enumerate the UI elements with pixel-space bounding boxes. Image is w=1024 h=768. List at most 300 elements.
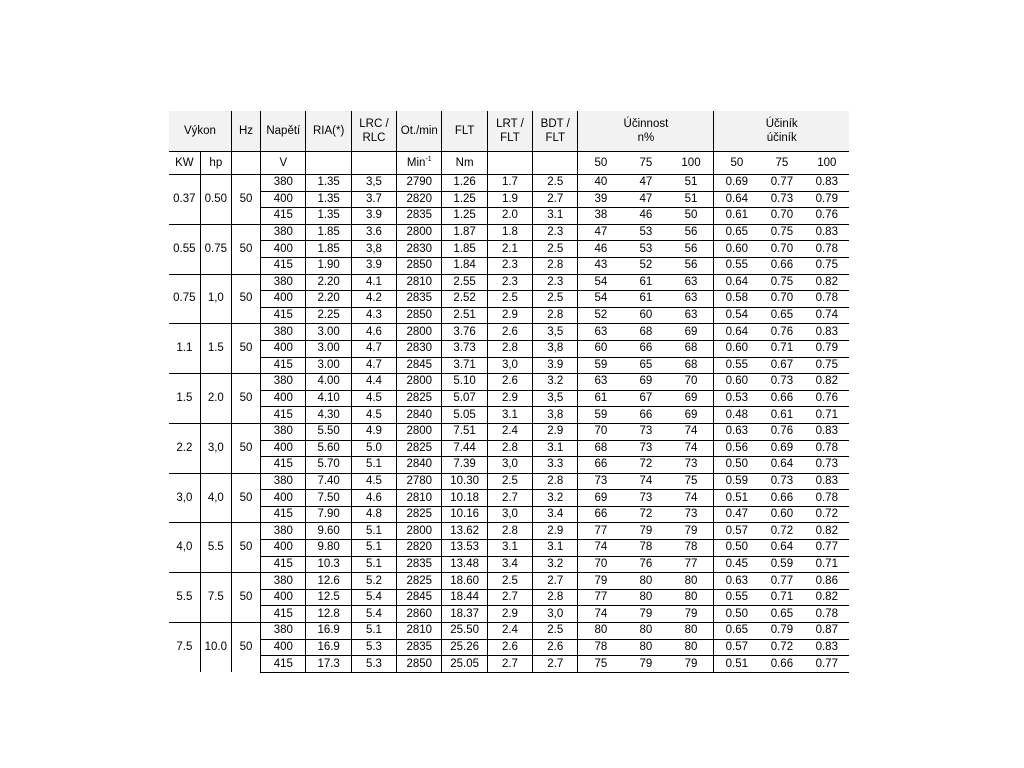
table-row [169, 357, 849, 374]
cell-pf-50: 0.58 [714, 291, 759, 308]
cell-bdt: 3,8 [533, 407, 578, 424]
cell-lrt: 2.9 [487, 390, 532, 407]
cell-eff-100: 69 [669, 390, 714, 407]
cell-eff-75: 69 [623, 374, 668, 391]
cell-otmin: 2830 [397, 241, 442, 258]
cell-pf-100: 0.83 [805, 224, 849, 241]
cell-bdt: 2.8 [533, 307, 578, 324]
cell-pf-50: 0.64 [714, 191, 759, 208]
cell-eff-75: 68 [623, 324, 668, 341]
cell-pf-50: 0.64 [714, 324, 759, 341]
cell-otmin: 2780 [397, 473, 442, 490]
cell-hp: 1.5 [200, 324, 231, 374]
cell-pf-50: 0.57 [714, 639, 759, 656]
cell-eff-100: 79 [669, 606, 714, 623]
cell-lrt: 2.8 [487, 523, 532, 540]
cell-pf-75: 0.79 [759, 623, 804, 640]
sub-min-exp: -1 [425, 156, 432, 164]
cell-ria: 7.40 [306, 473, 351, 490]
cell-otmin: 2825 [397, 390, 442, 407]
cell-lrt: 2.7 [487, 490, 532, 507]
cell-bdt: 2.7 [533, 191, 578, 208]
cell-eff-50: 79 [578, 573, 623, 590]
cell-eff-75: 79 [623, 656, 668, 673]
cell-bdt: 3,0 [533, 606, 578, 623]
table-row [169, 540, 849, 557]
cell-napeti: 380 [261, 324, 306, 341]
cell-pf-50: 0.53 [714, 390, 759, 407]
cell-hp: 1,0 [200, 274, 231, 324]
cell-hz: 50 [231, 175, 260, 225]
cell-pf-100: 0.71 [805, 407, 849, 424]
cell-eff-75: 74 [623, 473, 668, 490]
cell-pf-75: 0.66 [759, 390, 804, 407]
cell-ria: 2.20 [306, 291, 351, 308]
table-row [169, 457, 849, 474]
cell-eff-100: 51 [669, 175, 714, 192]
cell-napeti: 380 [261, 423, 306, 440]
cell-ria: 2.25 [306, 307, 351, 324]
cell-pf-100: 0.83 [805, 423, 849, 440]
cell-kw: 0.55 [169, 224, 200, 274]
cell-lrt: 1.9 [487, 191, 532, 208]
cell-pf-75: 0.73 [759, 191, 804, 208]
table-row [169, 440, 849, 457]
cell-flt: 1.85 [442, 241, 487, 258]
cell-flt: 1.25 [442, 208, 487, 225]
cell-bdt: 2.5 [533, 175, 578, 192]
header-ucinnost: Účinnost n% [578, 111, 714, 152]
cell-pf-50: 0.60 [714, 374, 759, 391]
cell-eff-50: 52 [578, 307, 623, 324]
cell-pf-75: 0.60 [759, 506, 804, 523]
cell-otmin: 2850 [397, 307, 442, 324]
cell-napeti: 400 [261, 589, 306, 606]
cell-flt: 1.84 [442, 257, 487, 274]
cell-eff-100: 74 [669, 423, 714, 440]
cell-eff-75: 72 [623, 457, 668, 474]
table-row [169, 606, 849, 623]
cell-napeti: 380 [261, 573, 306, 590]
cell-eff-75: 79 [623, 523, 668, 540]
cell-lrt: 2.8 [487, 440, 532, 457]
cell-pf-100: 0.75 [805, 357, 849, 374]
cell-pf-75: 0.67 [759, 357, 804, 374]
cell-lrc: 5.1 [351, 540, 396, 557]
table-row [169, 374, 849, 391]
cell-bdt: 3.1 [533, 540, 578, 557]
sub-min-text: Min [406, 157, 426, 169]
cell-ria: 9.80 [306, 540, 351, 557]
table-row [169, 589, 849, 606]
cell-lrt: 1.8 [487, 224, 532, 241]
cell-lrc: 3,5 [351, 175, 396, 192]
cell-ria: 12.8 [306, 606, 351, 623]
cell-otmin: 2790 [397, 175, 442, 192]
cell-ria: 3.00 [306, 340, 351, 357]
cell-lrt: 3.4 [487, 556, 532, 573]
cell-ria: 1.85 [306, 241, 351, 258]
header-vykon: Výkon [169, 111, 231, 152]
sub-min [397, 152, 442, 175]
cell-eff-100: 56 [669, 257, 714, 274]
cell-eff-100: 73 [669, 506, 714, 523]
cell-napeti: 400 [261, 440, 306, 457]
cell-eff-75: 52 [623, 257, 668, 274]
cell-napeti: 415 [261, 506, 306, 523]
cell-napeti: 380 [261, 224, 306, 241]
table-row [169, 191, 849, 208]
cell-eff-75: 65 [623, 357, 668, 374]
cell-otmin: 2800 [397, 523, 442, 540]
cell-eff-100: 63 [669, 291, 714, 308]
cell-eff-100: 68 [669, 357, 714, 374]
cell-eff-75: 80 [623, 623, 668, 640]
cell-eff-100: 50 [669, 208, 714, 225]
cell-bdt: 3.1 [533, 440, 578, 457]
header-otmin: Ot./min [397, 111, 442, 152]
cell-flt: 7.44 [442, 440, 487, 457]
cell-flt: 2.55 [442, 274, 487, 291]
cell-pf-75: 0.75 [759, 224, 804, 241]
cell-lrt: 2.6 [487, 324, 532, 341]
cell-pf-75: 0.70 [759, 291, 804, 308]
cell-pf-100: 0.77 [805, 540, 849, 557]
cell-ria: 1.35 [306, 208, 351, 225]
cell-eff-75: 61 [623, 274, 668, 291]
cell-lrc: 3.9 [351, 257, 396, 274]
cell-otmin: 2860 [397, 606, 442, 623]
cell-eff-50: 74 [578, 540, 623, 557]
cell-lrc: 5.1 [351, 623, 396, 640]
cell-hz: 50 [231, 423, 260, 473]
subheader-row [169, 152, 849, 175]
cell-eff-100: 70 [669, 374, 714, 391]
cell-pf-50: 0.47 [714, 506, 759, 523]
cell-lrc: 4.1 [351, 274, 396, 291]
table-row [169, 556, 849, 573]
cell-pf-100: 0.79 [805, 191, 849, 208]
cell-pf-50: 0.55 [714, 589, 759, 606]
cell-hz: 50 [231, 573, 260, 623]
cell-bdt: 2.8 [533, 473, 578, 490]
cell-pf-50: 0.63 [714, 423, 759, 440]
cell-flt: 2.51 [442, 307, 487, 324]
cell-pf-75: 0.72 [759, 523, 804, 540]
cell-lrc: 4.4 [351, 374, 396, 391]
sub-eff-100: 100 [669, 152, 714, 175]
cell-eff-50: 40 [578, 175, 623, 192]
table-row [169, 639, 849, 656]
cell-lrc: 3.9 [351, 208, 396, 225]
cell-pf-50: 0.48 [714, 407, 759, 424]
cell-lrc: 4.6 [351, 324, 396, 341]
cell-eff-50: 63 [578, 374, 623, 391]
cell-pf-100: 0.87 [805, 623, 849, 640]
cell-napeti: 380 [261, 274, 306, 291]
cell-otmin: 2820 [397, 191, 442, 208]
cell-flt: 5.10 [442, 374, 487, 391]
cell-ria: 1.35 [306, 191, 351, 208]
table-row [169, 623, 849, 640]
sub-ria-empty [306, 152, 351, 175]
cell-otmin: 2800 [397, 374, 442, 391]
cell-lrt: 3,0 [487, 457, 532, 474]
cell-ria: 1.90 [306, 257, 351, 274]
cell-pf-75: 0.64 [759, 457, 804, 474]
cell-pf-75: 0.69 [759, 440, 804, 457]
cell-napeti: 400 [261, 191, 306, 208]
cell-napeti: 400 [261, 390, 306, 407]
cell-flt: 1.25 [442, 191, 487, 208]
header-ucinik: Účiník účiník [714, 111, 849, 152]
sub-nm: Nm [442, 152, 487, 175]
sub-eff-50: 50 [578, 152, 623, 175]
cell-eff-100: 79 [669, 656, 714, 673]
cell-kw: 1.5 [169, 374, 200, 424]
cell-lrt: 2.7 [487, 589, 532, 606]
cell-bdt: 3.2 [533, 374, 578, 391]
cell-pf-100: 0.82 [805, 523, 849, 540]
cell-pf-50: 0.64 [714, 274, 759, 291]
cell-pf-100: 0.74 [805, 307, 849, 324]
table-row [169, 274, 849, 291]
cell-flt: 25.50 [442, 623, 487, 640]
cell-pf-75: 0.77 [759, 573, 804, 590]
cell-ria: 3.00 [306, 357, 351, 374]
cell-hp: 0.50 [200, 175, 231, 225]
cell-bdt: 2.5 [533, 241, 578, 258]
cell-bdt: 3.2 [533, 490, 578, 507]
cell-lrt: 3.1 [487, 407, 532, 424]
cell-kw: 7.5 [169, 623, 200, 673]
cell-flt: 10.30 [442, 473, 487, 490]
cell-pf-100: 0.82 [805, 374, 849, 391]
table-row [169, 656, 849, 673]
table-row [169, 473, 849, 490]
cell-otmin: 2845 [397, 357, 442, 374]
sub-lrc-empty [351, 152, 396, 175]
sub-v: V [261, 152, 306, 175]
cell-eff-100: 63 [669, 274, 714, 291]
cell-pf-75: 0.71 [759, 589, 804, 606]
cell-napeti: 400 [261, 639, 306, 656]
table-row [169, 390, 849, 407]
cell-lrc: 5.3 [351, 656, 396, 673]
cell-pf-100: 0.72 [805, 506, 849, 523]
cell-bdt: 3,5 [533, 324, 578, 341]
cell-pf-100: 0.76 [805, 208, 849, 225]
cell-eff-100: 69 [669, 324, 714, 341]
cell-pf-50: 0.56 [714, 440, 759, 457]
cell-flt: 25.26 [442, 639, 487, 656]
cell-pf-100: 0.82 [805, 274, 849, 291]
cell-pf-75: 0.77 [759, 175, 804, 192]
cell-napeti: 400 [261, 490, 306, 507]
cell-eff-50: 47 [578, 224, 623, 241]
cell-napeti: 415 [261, 457, 306, 474]
cell-flt: 13.53 [442, 540, 487, 557]
cell-eff-50: 54 [578, 274, 623, 291]
cell-pf-75: 0.70 [759, 241, 804, 258]
cell-ria: 7.90 [306, 506, 351, 523]
cell-eff-75: 66 [623, 340, 668, 357]
cell-eff-50: 73 [578, 473, 623, 490]
cell-hz: 50 [231, 324, 260, 374]
cell-eff-100: 74 [669, 440, 714, 457]
cell-pf-50: 0.55 [714, 257, 759, 274]
cell-otmin: 2800 [397, 423, 442, 440]
cell-ria: 5.50 [306, 423, 351, 440]
cell-ria: 17.3 [306, 656, 351, 673]
cell-flt: 3.76 [442, 324, 487, 341]
header-lrc: LRC / RLC [351, 111, 396, 152]
cell-otmin: 2810 [397, 490, 442, 507]
table-row [169, 423, 849, 440]
cell-kw: 3,0 [169, 473, 200, 523]
cell-eff-75: 72 [623, 506, 668, 523]
cell-pf-100: 0.83 [805, 175, 849, 192]
cell-eff-50: 80 [578, 623, 623, 640]
cell-otmin: 2800 [397, 224, 442, 241]
cell-pf-50: 0.65 [714, 623, 759, 640]
cell-bdt: 3.1 [533, 208, 578, 225]
cell-eff-75: 73 [623, 440, 668, 457]
cell-pf-50: 0.50 [714, 457, 759, 474]
cell-flt: 13.62 [442, 523, 487, 540]
cell-ria: 1.35 [306, 175, 351, 192]
table-row [169, 506, 849, 523]
cell-pf-50: 0.61 [714, 208, 759, 225]
cell-lrt: 2.5 [487, 473, 532, 490]
cell-lrc: 5.1 [351, 523, 396, 540]
cell-eff-50: 69 [578, 490, 623, 507]
cell-eff-75: 60 [623, 307, 668, 324]
cell-eff-50: 66 [578, 506, 623, 523]
cell-eff-75: 79 [623, 606, 668, 623]
cell-eff-50: 61 [578, 390, 623, 407]
table-row [169, 340, 849, 357]
cell-bdt: 2.6 [533, 639, 578, 656]
cell-eff-100: 80 [669, 623, 714, 640]
cell-bdt: 2.5 [533, 291, 578, 308]
cell-ria: 16.9 [306, 623, 351, 640]
cell-pf-50: 0.60 [714, 241, 759, 258]
cell-napeti: 415 [261, 307, 306, 324]
cell-napeti: 380 [261, 523, 306, 540]
cell-pf-100: 0.83 [805, 324, 849, 341]
cell-eff-100: 56 [669, 241, 714, 258]
cell-lrt: 2.8 [487, 340, 532, 357]
cell-otmin: 2835 [397, 556, 442, 573]
cell-ria: 4.00 [306, 374, 351, 391]
cell-kw: 0.37 [169, 175, 200, 225]
cell-bdt: 2.3 [533, 224, 578, 241]
cell-hp: 7.5 [200, 573, 231, 623]
cell-pf-75: 0.73 [759, 473, 804, 490]
header-ria: RIA(*) [306, 111, 351, 152]
cell-otmin: 2850 [397, 257, 442, 274]
cell-ria: 3.00 [306, 324, 351, 341]
cell-ria: 12.5 [306, 589, 351, 606]
cell-pf-75: 0.76 [759, 423, 804, 440]
cell-eff-75: 76 [623, 556, 668, 573]
cell-pf-100: 0.83 [805, 639, 849, 656]
cell-eff-100: 74 [669, 490, 714, 507]
cell-pf-75: 0.64 [759, 540, 804, 557]
cell-pf-50: 0.60 [714, 340, 759, 357]
cell-bdt: 3,8 [533, 340, 578, 357]
cell-bdt: 3.2 [533, 556, 578, 573]
cell-flt: 1.26 [442, 175, 487, 192]
cell-eff-100: 80 [669, 589, 714, 606]
cell-flt: 18.60 [442, 573, 487, 590]
cell-pf-100: 0.76 [805, 390, 849, 407]
cell-lrc: 5.1 [351, 556, 396, 573]
cell-eff-75: 61 [623, 291, 668, 308]
cell-eff-75: 78 [623, 540, 668, 557]
cell-eff-50: 77 [578, 523, 623, 540]
cell-eff-100: 79 [669, 523, 714, 540]
cell-napeti: 400 [261, 291, 306, 308]
cell-lrt: 2.1 [487, 241, 532, 258]
header-lrt: LRT / FLT [487, 111, 532, 152]
cell-eff-50: 43 [578, 257, 623, 274]
cell-eff-100: 77 [669, 556, 714, 573]
cell-hz: 50 [231, 374, 260, 424]
cell-otmin: 2835 [397, 208, 442, 225]
header-flt: FLT [442, 111, 487, 152]
table-row [169, 573, 849, 590]
cell-otmin: 2825 [397, 440, 442, 457]
cell-lrt: 2.9 [487, 606, 532, 623]
cell-ria: 16.9 [306, 639, 351, 656]
cell-otmin: 2810 [397, 274, 442, 291]
cell-lrt: 3.1 [487, 540, 532, 557]
table-body [169, 175, 849, 673]
cell-lrc: 5.0 [351, 440, 396, 457]
cell-pf-100: 0.75 [805, 257, 849, 274]
cell-eff-50: 60 [578, 340, 623, 357]
cell-eff-100: 51 [669, 191, 714, 208]
cell-eff-75: 53 [623, 224, 668, 241]
cell-pf-75: 0.73 [759, 374, 804, 391]
cell-ria: 1.85 [306, 224, 351, 241]
cell-eff-75: 67 [623, 390, 668, 407]
sub-lrt-empty [487, 152, 532, 175]
sub-eff-75: 75 [623, 152, 668, 175]
cell-hp: 2.0 [200, 374, 231, 424]
cell-ria: 5.60 [306, 440, 351, 457]
table-row [169, 490, 849, 507]
cell-napeti: 380 [261, 473, 306, 490]
cell-ria: 10.3 [306, 556, 351, 573]
cell-otmin: 2825 [397, 573, 442, 590]
cell-ria: 9.60 [306, 523, 351, 540]
cell-pf-50: 0.50 [714, 606, 759, 623]
cell-eff-50: 66 [578, 457, 623, 474]
cell-eff-50: 74 [578, 606, 623, 623]
cell-pf-75: 0.61 [759, 407, 804, 424]
cell-eff-75: 53 [623, 241, 668, 258]
cell-kw: 0.75 [169, 274, 200, 324]
cell-otmin: 2830 [397, 340, 442, 357]
motor-spec-table [169, 111, 849, 673]
cell-flt: 10.18 [442, 490, 487, 507]
cell-pf-50: 0.65 [714, 224, 759, 241]
cell-pf-75: 0.59 [759, 556, 804, 573]
cell-eff-75: 47 [623, 175, 668, 192]
